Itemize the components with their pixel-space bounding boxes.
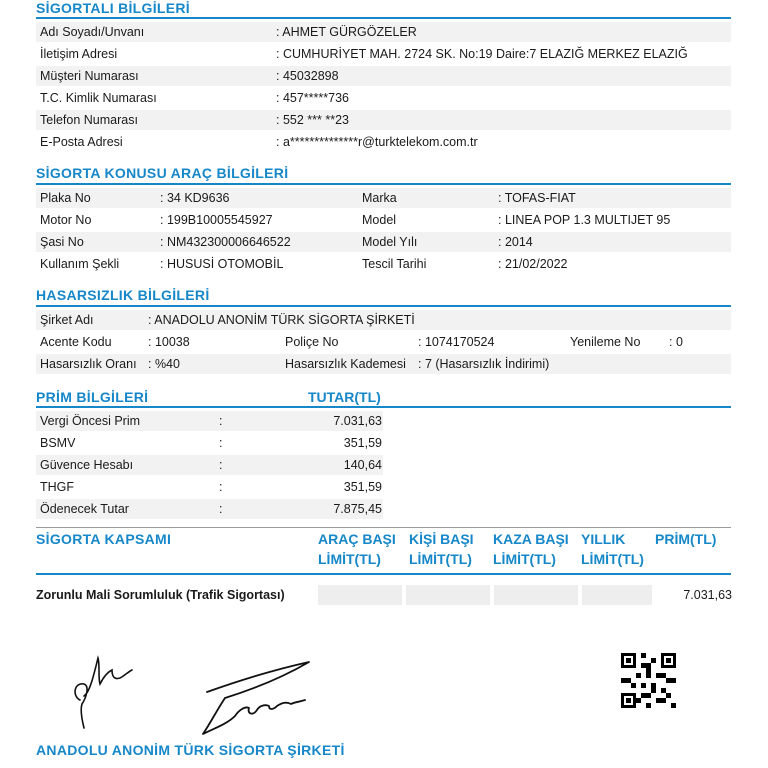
header-prim: PRİM(TL) (655, 531, 717, 547)
section-title-sigortali: SİGORTALI BİLGİLERİ (36, 0, 190, 16)
label-bsmv: BSMV (40, 436, 76, 450)
value-plaka: : 34 KD9636 (160, 191, 230, 205)
label-sirket: Şirket Adı (40, 313, 94, 327)
label-musteri-no: Müşteri Numarası (40, 69, 139, 83)
header-kisi-basi-2: LİMİT(TL) (409, 551, 472, 567)
section-title-kapsam: SİGORTA KAPSAMI (36, 531, 172, 547)
label-yenileme: Yenileme No (570, 335, 641, 349)
value-eposta[interactable]: : a**************r@turktelekom.com.tr (276, 135, 478, 149)
limit-cell (494, 585, 578, 605)
section-title-prim: PRİM BİLGİLERİ (36, 389, 149, 405)
value-marka: : TOFAS-FIAT (498, 191, 576, 205)
table-row (36, 110, 731, 130)
section-rule (36, 305, 731, 307)
section-rule (36, 527, 731, 528)
label-adres: İletişim Adresi (40, 47, 118, 61)
header-yillik-2: LİMİT(TL) (581, 551, 644, 567)
colon: : (219, 480, 223, 494)
value-kullanim: : HUSUSİ OTOMOBİL (160, 257, 284, 271)
colon: : (219, 502, 223, 516)
qr-code (621, 653, 676, 708)
value-tc-kimlik: : 457*****736 (276, 91, 349, 105)
label-guvence: Güvence Hesabı (40, 458, 134, 472)
label-sasi: Şasi No (40, 235, 84, 249)
value-ad-soyad: : AHMET GÜRGÖZELER (276, 25, 417, 39)
colon: : (219, 458, 223, 472)
value-sirket: : ANADOLU ANONİM TÜRK SİGORTA ŞİRKETİ (148, 313, 415, 327)
label-marka: Marka (362, 191, 397, 205)
label-tc-kimlik: T.C. Kimlik Numarası (40, 91, 157, 105)
value-odenecek: 7.875,45 (333, 502, 382, 516)
footer-company: ANADOLU ANONİM TÜRK SİGORTA ŞİRKETİ (36, 742, 345, 758)
section-rule (36, 406, 731, 408)
header-kisi-basi-1: KİŞİ BAŞI (409, 531, 474, 547)
label-oran: Hasarsızlık Oranı (40, 357, 137, 371)
section-rule (36, 183, 731, 185)
label-telefon: Telefon Numarası (40, 113, 138, 127)
value-musteri-no: : 45032898 (276, 69, 339, 83)
label-tescil: Tescil Tarihi (362, 257, 427, 271)
value-model: : LINEA POP 1.3 MULTIJET 95 (498, 213, 671, 227)
value-tescil: : 21/02/2022 (498, 257, 568, 271)
label-vergi-oncesi: Vergi Öncesi Prim (40, 414, 141, 428)
label-model: Model (362, 213, 397, 227)
value-vergi-oncesi: 7.031,63 (333, 414, 382, 428)
section-rule (36, 573, 731, 575)
value-kademe: : 7 (Hasarsızlık İndirimi) (418, 357, 550, 371)
value-adres: : CUMHURİYET MAH. 2724 SK. No:19 Daire:7 ELAZIĞ MERKEZ ELAZIĞ (276, 47, 688, 61)
header-arac-basi-1: ARAÇ BAŞI (318, 531, 396, 547)
limit-cell (318, 585, 402, 605)
section-title-hasarsizlik: HASARSIZLIK BİLGİLERİ (36, 287, 210, 303)
value-yenileme: : 0 (669, 335, 683, 349)
label-plaka: Plaka No (40, 191, 91, 205)
header-kaza-basi-1: KAZA BAŞI (493, 531, 569, 547)
value-sasi: : NM432300006646522 (160, 235, 291, 249)
value-thgf: 351,59 (343, 480, 382, 494)
label-motor: Motor No (40, 213, 92, 227)
value-model-yili: : 2014 (498, 235, 533, 249)
label-kullanim: Kullanım Şekli (40, 257, 120, 271)
limit-cell (406, 585, 490, 605)
value-telefon: : 552 *** **23 (276, 113, 349, 127)
limit-cell (582, 585, 652, 605)
header-kaza-basi-2: LİMİT(TL) (493, 551, 556, 567)
colon: : (219, 414, 223, 428)
coverage-label: Zorunlu Mali Sorumluluk (Trafik Sigortası) (36, 588, 285, 602)
label-thgf: THGF (40, 480, 75, 494)
header-yillik-1: YILLIK (581, 531, 626, 547)
value-oran: : %40 (148, 357, 180, 371)
value-guvence: 140,64 (343, 458, 382, 472)
tutar-header: TUTAR(TL) (308, 389, 381, 405)
label-kademe: Hasarsızlık Kademesi (285, 357, 406, 371)
value-police: : 1074170524 (418, 335, 495, 349)
value-acente: : 10038 (148, 335, 190, 349)
table-row (36, 66, 731, 86)
header-arac-basi-2: LİMİT(TL) (318, 551, 381, 567)
label-police: Poliçe No (285, 335, 339, 349)
label-odenecek: Ödenecek Tutar (40, 502, 129, 516)
label-ad-soyad: Adı Soyadı/Unvanı (40, 25, 145, 39)
section-title-arac: SİGORTA KONUSU ARAÇ BİLGİLERİ (36, 165, 289, 181)
colon: : (219, 436, 223, 450)
label-acente: Acente Kodu (40, 335, 112, 349)
value-bsmv: 351,59 (343, 436, 382, 450)
label-model-yili: Model Yılı (362, 235, 418, 249)
label-eposta: E-Posta Adresi (40, 135, 123, 149)
signature-1 (68, 652, 148, 732)
coverage-prim: 7.031,63 (683, 588, 732, 602)
signature-2 (195, 658, 325, 740)
section-rule (36, 17, 731, 19)
value-motor: : 199B10005545927 (160, 213, 273, 227)
